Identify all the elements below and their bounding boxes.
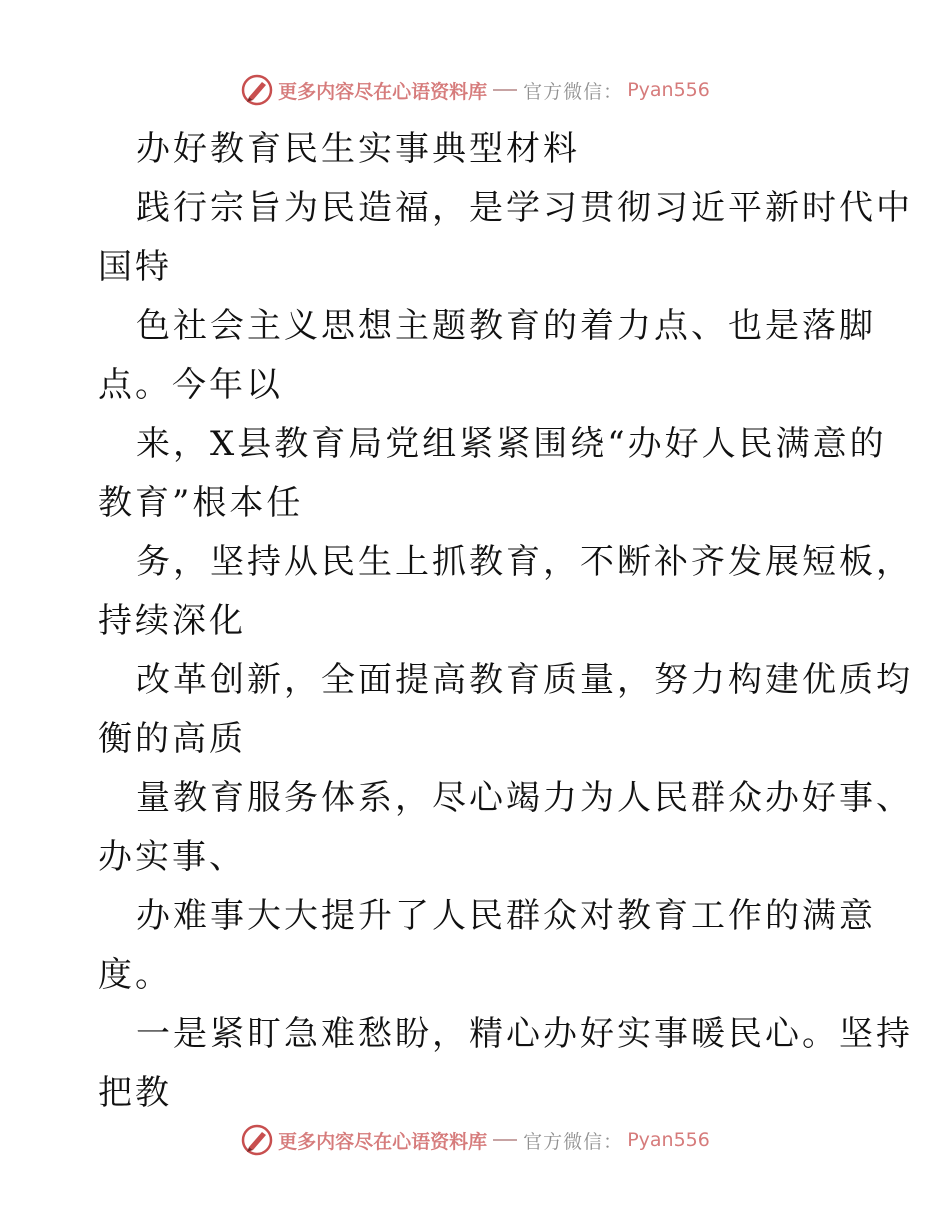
watermark-dash [493, 1139, 517, 1141]
text-line: 办实事、 [98, 837, 246, 877]
text-line: 来，X县教育局党组紧紧围绕“办好人民满意的 [136, 424, 887, 464]
footer-watermark [0, 1120, 950, 1160]
text-line: 践行宗旨为民造福，是学习贯彻习近平新时代中 [136, 188, 913, 228]
document-body [98, 120, 913, 1123]
text-line: 一是紧盯急难愁盼，精心办好实事暖民心。坚持 [136, 1014, 913, 1054]
text-line: 务，坚持从民生上抓教育，不断补齐发展短板， [136, 542, 913, 582]
text-line: 把教 [98, 1073, 172, 1113]
watermark-dash [493, 89, 517, 91]
text-line: 衡的高质 [98, 719, 246, 759]
watermark-main-text: 更多内容尽在心语资料库 [278, 80, 488, 103]
watermark-group [240, 1123, 710, 1157]
text-line: 度。 [98, 955, 172, 995]
watermark-group [240, 73, 710, 107]
watermark-handle: Pyan556 [627, 1129, 710, 1151]
text-line: 色社会主义思想主题教育的着力点、也是落脚 [136, 306, 876, 346]
watermark-sub-text: 官方微信： [523, 1130, 624, 1153]
text-line: 持续深化 [98, 601, 246, 641]
text-line: 办难事大大提升了人民群众对教育工作的满意 [136, 896, 876, 936]
watermark-handle: Pyan556 [627, 79, 710, 101]
header-watermark [0, 70, 950, 110]
text-line: 点。今年以 [98, 365, 283, 405]
text-line: 量教育服务体系，尽心竭力为人民群众办好事、 [136, 778, 913, 818]
text-line: 教育”根本任 [98, 483, 304, 523]
pen-logo-icon [240, 1123, 274, 1157]
pen-logo-icon [240, 73, 274, 107]
text-line: 改革创新，全面提高教育质量，努力构建优质均 [136, 660, 913, 700]
text-line: 国特 [98, 247, 172, 287]
document-title: 办好教育民生实事典型材料 [136, 129, 580, 169]
watermark-main-text: 更多内容尽在心语资料库 [278, 1130, 488, 1153]
watermark-sub-text: 官方微信： [523, 80, 624, 103]
